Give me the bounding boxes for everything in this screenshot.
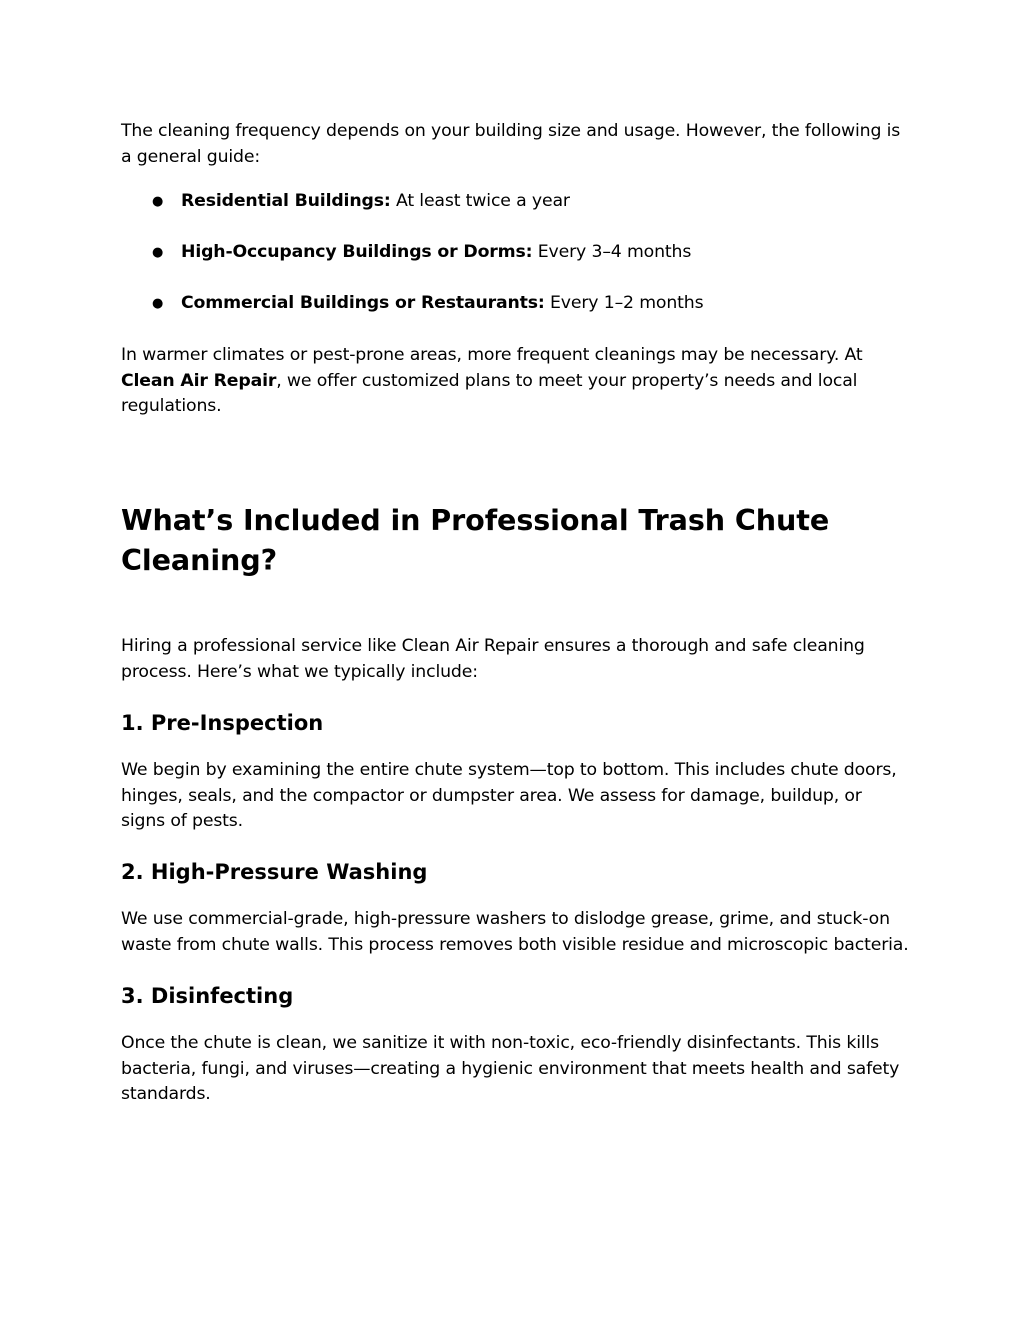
climate-note-after: , we offer customized plans to meet your property’s needs and local regulations.	[121, 370, 858, 417]
frequency-guide-list	[121, 189, 911, 318]
section-intro-paragraph: Hiring a professional service like Clean Air Repair ensures a thorough and safe cleaning process. Here’s what we typically include:	[121, 636, 865, 682]
guide-value: At least twice a year	[395, 190, 570, 211]
step-text-high-pressure-washing: We use commercial-grade, high-pressure washers to dislodge grease, grime, and stuck-on waste from chute walls. This process removes both visible residue and microscopic bacteria.	[121, 909, 909, 955]
section-heading: What’s Included in Professional Trash Chute Cleaning?	[121, 503, 830, 578]
guide-label: High-Occupancy Buildings or Dorms:	[181, 241, 533, 262]
step-text-disinfecting: Once the chute is clean, we sanitize it with non-toxic, eco-friendly disinfectants. This kills bacteria, fungi, and viruses—creating a hygienic environment that meets health and safety standards.	[121, 1032, 900, 1105]
step-heading-high-pressure-washing: 2. High-Pressure Washing	[121, 860, 428, 885]
climate-note-before: In warmer climates or pest-prone areas, more frequent cleanings may be necessary. At	[121, 344, 863, 365]
step-text-pre-inspection: We begin by examining the entire chute system—top to bottom. This includes chute doors, hinges, seals, and the compactor or dumpster area. We assess for damage, buildup, or signs of pests.	[121, 759, 897, 832]
guide-label: Residential Buildings:	[181, 190, 391, 211]
list-item	[121, 291, 911, 317]
list-item	[121, 189, 911, 215]
bullet-icon: ●	[152, 296, 164, 312]
brand-name: Clean Air Repair	[121, 370, 277, 391]
step-heading-pre-inspection: 1. Pre-Inspection	[121, 710, 324, 735]
bullet-icon: ●	[152, 244, 164, 260]
list-item	[121, 240, 911, 266]
bullet-icon: ●	[152, 193, 164, 209]
guide-value: Every 3–4 months	[537, 241, 692, 262]
guide-label: Commercial Buildings or Restaurants:	[181, 293, 545, 314]
step-heading-disinfecting: 3. Disinfecting	[121, 983, 294, 1008]
guide-value: Every 1–2 months	[550, 293, 704, 314]
climate-note-paragraph	[121, 343, 911, 420]
intro-paragraph: The cleaning frequency depends on your building size and usage. However, the following is a general guide:	[121, 121, 901, 167]
document-page	[121, 119, 911, 1108]
